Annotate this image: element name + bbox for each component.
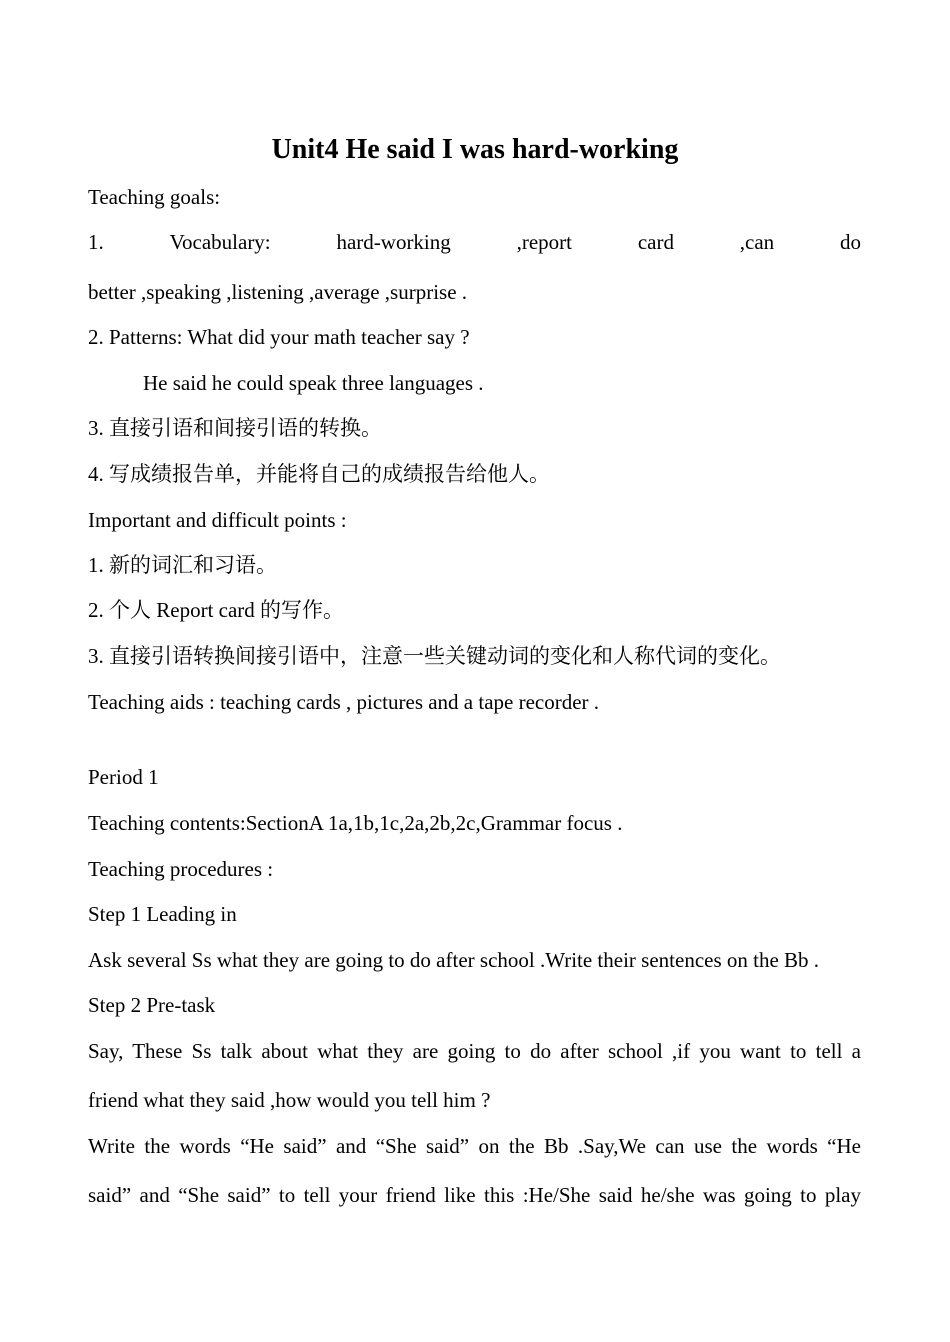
period-heading: Period 1 (88, 765, 159, 789)
step-2-paragraph2-line: Write the words “He said” and “She said” on the Bb .Say,We can use the words “He (88, 1134, 861, 1158)
step-2-paragraph-line: friend what they said ,how would you tell him ? (88, 1088, 491, 1112)
goal-1-continuation: better ,speaking ,listening ,average ,surprise . (88, 280, 468, 304)
goal-1-word: do (839, 230, 861, 254)
goal-1-word: ,report (516, 230, 572, 254)
step-2-heading: Step 2 Pre-task (88, 993, 216, 1017)
goal-4: 4. 写成绩报告单，并能将自己的成绩报告给他人。 (88, 462, 550, 486)
goal-2-example: He said he could speak three languages . (143, 371, 484, 395)
step-2-paragraph-line: Say, These Ss talk about what they are going to do after school ,if you want to tell a (88, 1039, 861, 1063)
goal-1-word: ,can (739, 230, 775, 254)
goal-1-word: card (637, 230, 674, 254)
goal-1-word: 1. (88, 230, 104, 254)
document-title: Unit4 He said I was hard-working (271, 134, 679, 165)
goal-3: 3. 直接引语和间接引语的转换。 (88, 416, 382, 440)
goal-1-word: hard-working (336, 230, 451, 254)
procedures-heading: Teaching procedures : (88, 857, 274, 881)
point-3: 3. 直接引语转换间接引语中，注意一些关键动词的变化和人称代词的变化。 (88, 644, 781, 668)
point-1: 1. 新的词汇和习语。 (88, 553, 277, 577)
teaching-goals-heading: Teaching goals: (88, 185, 221, 209)
step-1-text: Ask several Ss what they are going to do after school .Write their sentences on the Bb . (88, 948, 820, 972)
teaching-contents: Teaching contents:SectionA 1a,1b,1c,2a,2b,2c,Grammar focus . (88, 811, 623, 835)
goal-1-word: Vocabulary: (169, 230, 271, 254)
goal-1-line (88, 230, 861, 255)
important-points-heading: Important and difficult points : (88, 508, 347, 532)
point-2: 2. 个人 Report card 的写作。 (88, 598, 345, 622)
goal-2: 2. Patterns: What did your math teacher say ? (88, 325, 470, 349)
step-1-heading: Step 1 Leading in (88, 902, 237, 926)
teaching-aids: Teaching aids : teaching cards , pictures and a tape recorder . (88, 690, 600, 714)
step-2-paragraph2-line: said” and “She said” to tell your friend like this :He/She said he/she was going to play (88, 1183, 861, 1207)
